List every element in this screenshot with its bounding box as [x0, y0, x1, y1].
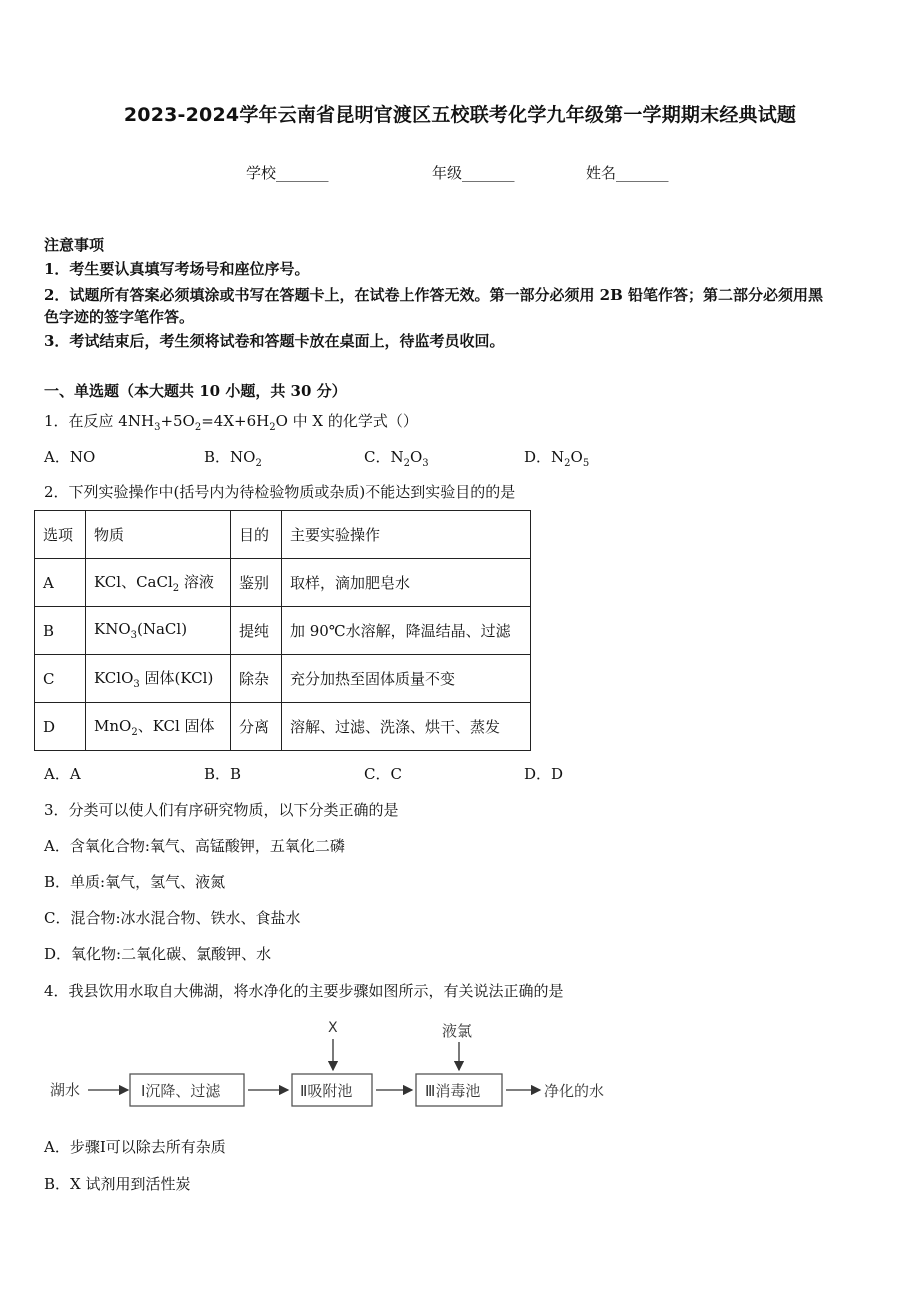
table-row	[35, 559, 531, 607]
row-option: C	[35, 655, 86, 703]
row-substance: MnO$_2$、KCl 固体	[86, 703, 231, 751]
q1-option-b: B．$NO_2$	[204, 448, 262, 469]
notice-item-3: 3．考试结束后，考生须将试卷和答题卡放在桌面上，待监考员收回。	[44, 332, 505, 350]
notice-item-2-cont: 色字迹的签字笔作答。	[44, 308, 195, 326]
step3-label: Ⅲ消毒池	[425, 1082, 481, 1100]
purified-water-label: 净化的水	[544, 1082, 605, 1100]
q2-option-b: B．B	[204, 765, 242, 783]
row-option: A	[35, 559, 86, 607]
q4-stem: 4．我县饮用水取自大佛湖，将水净化的主要步骤如图所示，有关说法正确的是	[44, 982, 564, 1000]
liquid-chlorine-label: 液氯	[442, 1022, 473, 1040]
q2-option-a: A．A	[44, 765, 81, 783]
q2-stem: 2．下列实验操作中(括号内为待检验物质或杂质)不能达到实验目的的是	[44, 483, 516, 501]
school-field: 学校_______	[246, 164, 329, 182]
header-operation: 主要实验操作	[282, 511, 531, 559]
table-header-row	[35, 511, 531, 559]
row-option: D	[35, 703, 86, 751]
q1-option-c: C．$N_2O_3$	[364, 448, 429, 469]
lake-water-label: 湖水	[50, 1081, 81, 1099]
q1-stem: 1．在反应 $4NH_3+5O_2=4X+6H_2O$ 中 X 的化学式（）	[44, 412, 418, 433]
q1-option-d: D．$N_2O_5$	[524, 448, 590, 469]
q1-option-a: A．NO	[44, 448, 96, 466]
q2-table	[34, 510, 531, 751]
notice-item-1: 1．考生要认真填写考场号和座位序号。	[44, 260, 310, 278]
row-substance: KCl、CaCl$_2$ 溶液	[86, 559, 231, 607]
section-heading: 一、单选题（本大题共 10 小题，共 30 分）	[44, 382, 347, 400]
table-row	[35, 703, 531, 751]
q2-option-d: D．D	[524, 765, 564, 783]
name-field: 姓名_______	[586, 164, 669, 182]
q3-option-b: B．单质:氧气，氢气、液氮	[44, 873, 226, 891]
q2-option-c: C．C	[364, 765, 402, 783]
row-operation: 溶解、过滤、洗涤、烘干、蒸发	[282, 703, 531, 751]
table-row	[35, 607, 531, 655]
q3-stem: 3．分类可以使人们有序研究物质，以下分类正确的是	[44, 801, 399, 819]
q3-option-c: C．混合物:冰水混合物、铁水、食盐水	[44, 909, 301, 927]
grade-field: 年级_______	[432, 164, 515, 182]
header-substance: 物质	[86, 511, 231, 559]
header-option: 选项	[35, 511, 86, 559]
q4-option-b: B．X 试剂用到活性炭	[44, 1175, 191, 1193]
row-operation: 充分加热至固体质量不变	[282, 655, 531, 703]
notice-heading: 注意事项	[44, 236, 105, 254]
table-row	[35, 655, 531, 703]
q3-option-d: D．氧化物:二氧化碳、氯酸钾、水	[44, 945, 272, 963]
row-substance: KClO$_3$ 固体(KCl)	[86, 655, 231, 703]
row-aim: 鉴别	[231, 559, 282, 607]
row-operation: 取样，滴加肥皂水	[282, 559, 531, 607]
row-option: B	[35, 607, 86, 655]
row-aim: 分离	[231, 703, 282, 751]
header-aim: 目的	[231, 511, 282, 559]
notice-item-2: 2．试题所有答案必须填涂或书写在答题卡上，在试卷上作答无效。第一部分必须用 2B 铅笔作答；第二部分必须用黑	[44, 286, 824, 304]
q3-option-a: A．含氧化合物:氧气、高锰酸钾，五氧化二磷	[44, 837, 345, 855]
step1-label: Ⅰ沉降、过滤	[141, 1082, 221, 1100]
step2-label: Ⅱ吸附池	[300, 1082, 353, 1100]
page-title: 2023-2024学年云南省昆明官渡区五校联考化学九年级第一学期期末经典试题	[123, 104, 797, 126]
row-aim: 提纯	[231, 607, 282, 655]
row-aim: 除杂	[231, 655, 282, 703]
water-purification-diagram	[44, 1012, 624, 1117]
row-operation: 加 90℃水溶解，降温结晶、过滤	[282, 607, 531, 655]
x-reagent-label: X	[328, 1020, 338, 1036]
row-substance: $KNO_3(NaCl)$	[86, 607, 231, 655]
q4-option-a: A．步骤Ⅰ可以除去所有杂质	[44, 1138, 226, 1156]
